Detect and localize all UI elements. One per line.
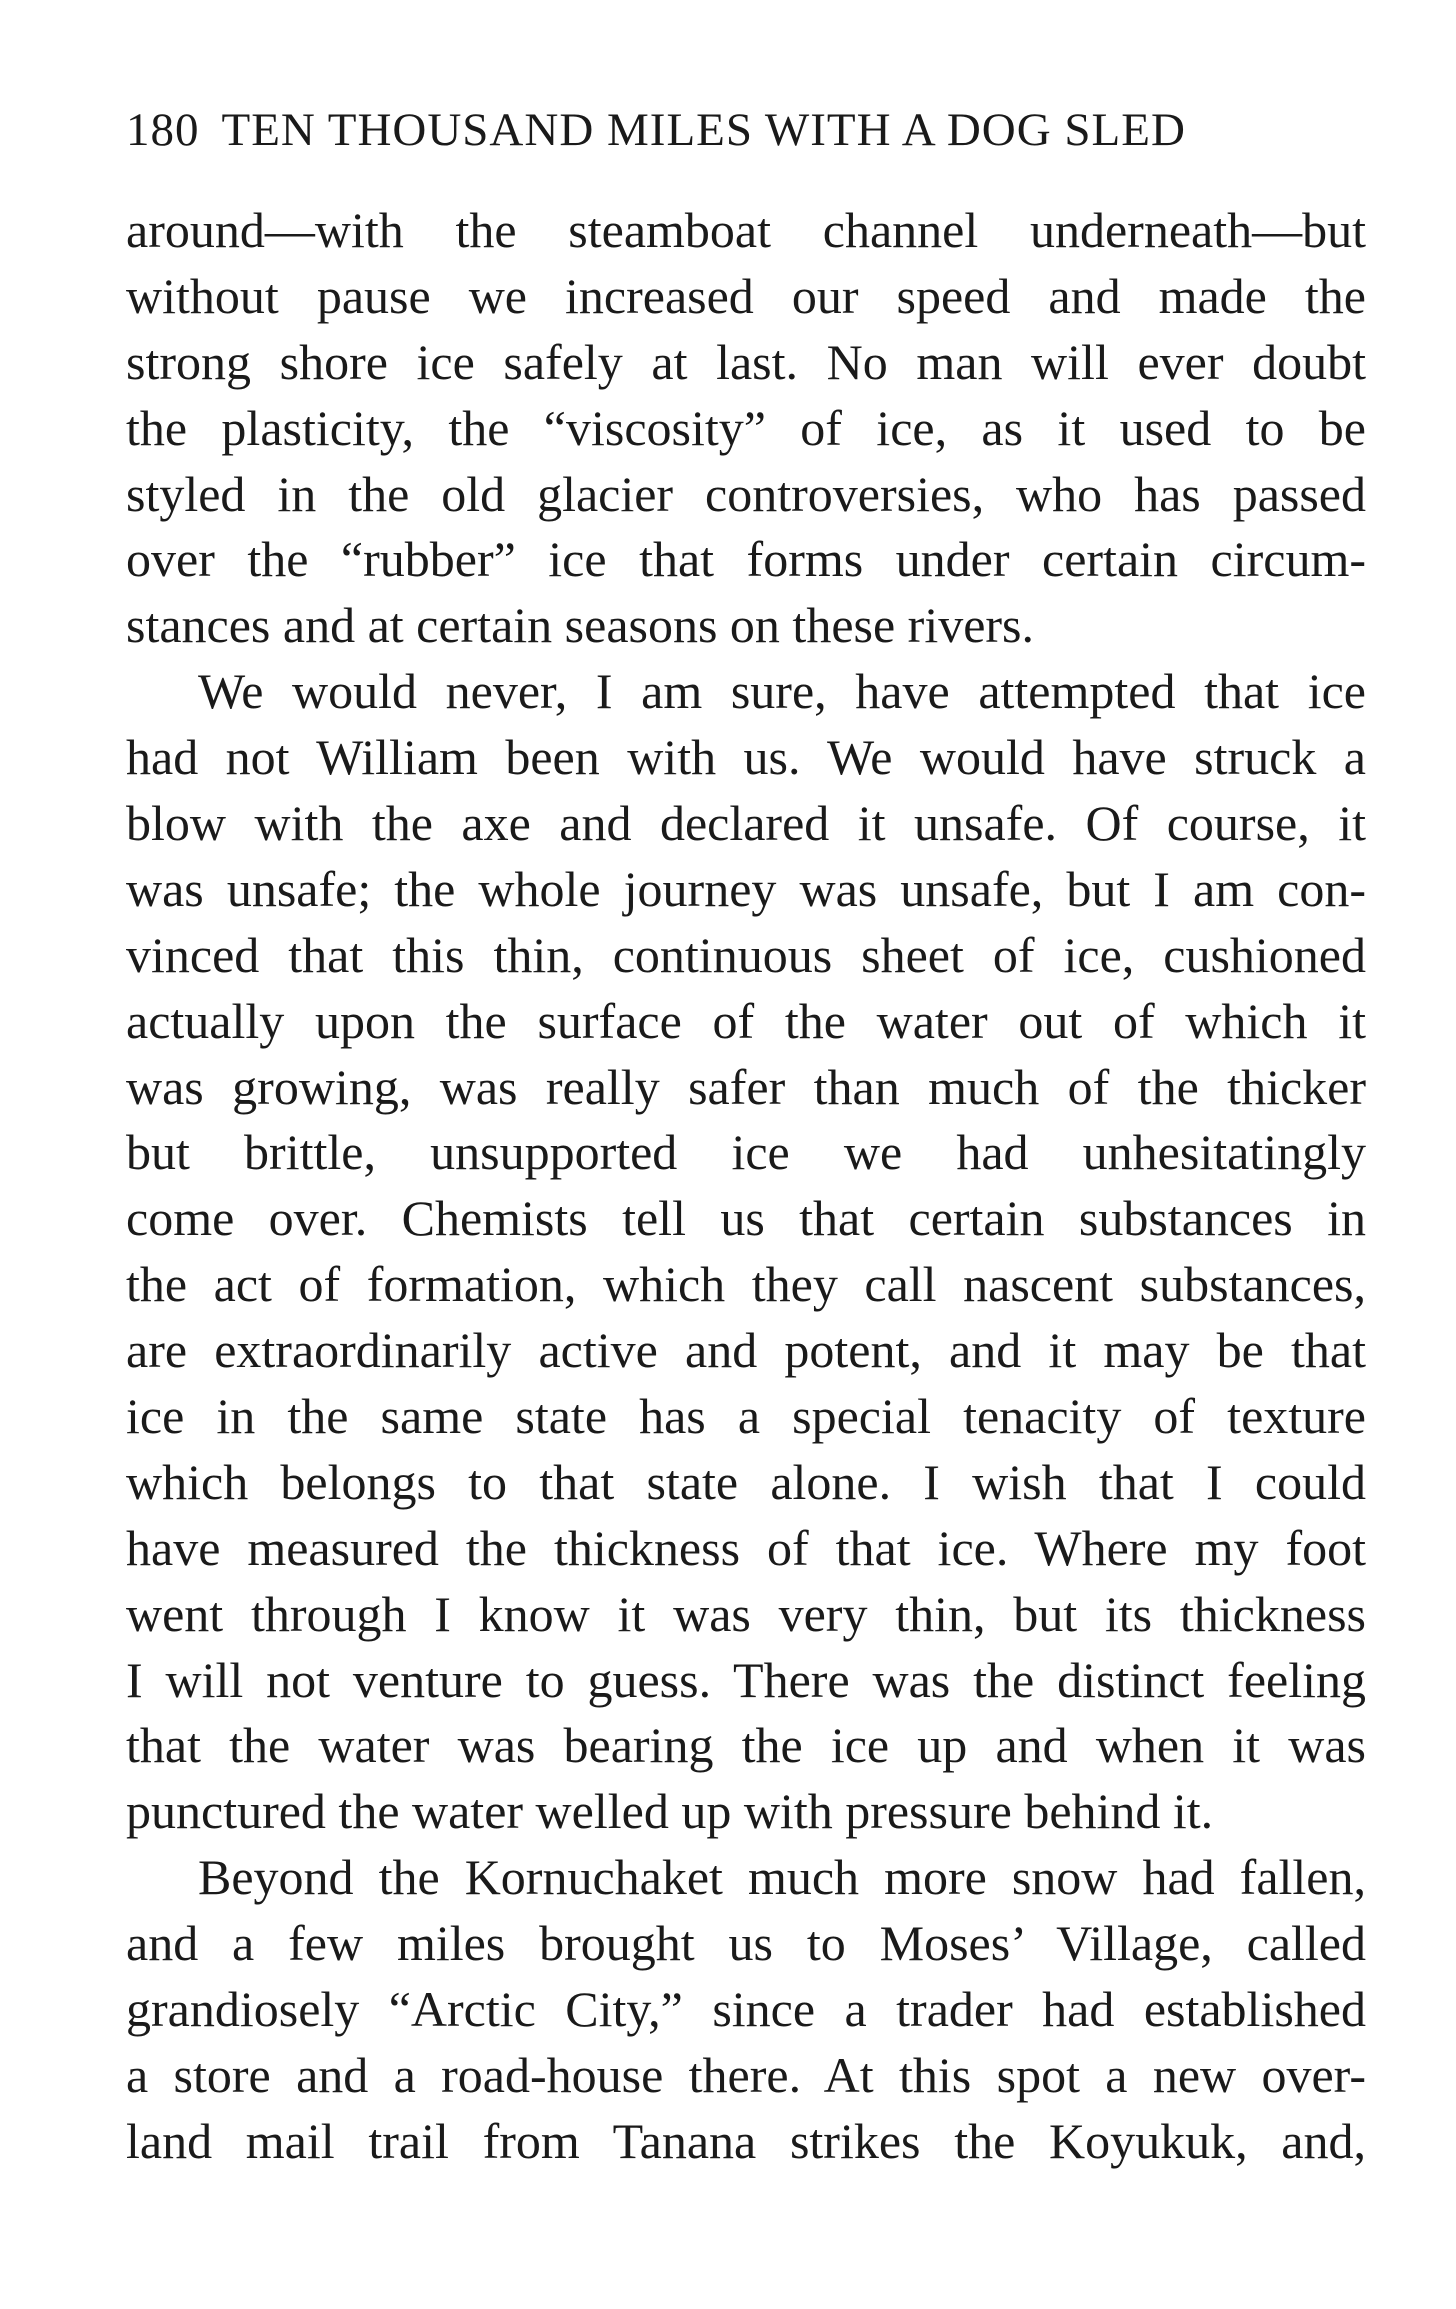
text-line: We would never, I am sure, have attempted that ice [198, 663, 1366, 720]
text-line: grandiosely “Arctic City,” since a trader had established [126, 1981, 1366, 2038]
text-line: come over. Chemists tell us that certain substances in [126, 1190, 1366, 1247]
text-line: the act of formation, which they call nascent substances, [126, 1256, 1366, 1313]
text-line: have measured the thickness of that ice. Where my foot [126, 1519, 1366, 1576]
text-line: over the “rubber” ice that forms under certain circum- [126, 531, 1366, 588]
paragraph-3 [126, 1845, 1366, 2174]
text-line: had not William been with us. We would have struck a [126, 729, 1366, 786]
text-line: punctured the water welled up with pressure behind it. [126, 1783, 1214, 1840]
text-line: a store and a road-house there. At this spot a new over- [126, 2046, 1366, 2103]
text-line: without pause we increased our speed and made the [126, 267, 1366, 324]
text-line: ice in the same state has a special tenacity of texture [126, 1388, 1366, 1445]
text-line: was growing, was really safer than much of the thicker [126, 1058, 1366, 1115]
text-line: the plasticity, the “viscosity” of ice, as it used to be [126, 399, 1366, 456]
body-text [126, 198, 1366, 2175]
text-line: Beyond the Kornuchaket much more snow had fallen, [198, 1849, 1366, 1906]
text-line: and a few miles brought us to Moses’ Village, called [126, 1915, 1366, 1972]
text-line: strong shore ice safely at last. No man will ever doubt [126, 333, 1366, 390]
text-line: actually upon the surface of the water out of which it [126, 992, 1366, 1049]
text-line: vinced that this thin, continuous sheet of ice, cushioned [126, 926, 1366, 983]
text-line: stances and at certain seasons on these rivers. [126, 597, 1035, 654]
text-line: was unsafe; the whole journey was unsafe, but I am con- [126, 860, 1366, 917]
text-line: I will not venture to guess. There was the distinct feeling [126, 1651, 1366, 1708]
text-line: land mail trail from Tanana strikes the Koyukuk, and, [126, 2112, 1366, 2169]
paragraph-1 [126, 198, 1366, 659]
text-line: but brittle, unsupported ice we had unhesitatingly [126, 1124, 1366, 1181]
running-title: TEN THOUSAND MILES WITH A DOG SLED [221, 104, 1186, 156]
page-number: 180 [126, 104, 200, 156]
paragraph-2 [126, 659, 1366, 1845]
text-line: which belongs to that state alone. I wish that I could [126, 1453, 1366, 1510]
text-line: around—with the steamboat channel underneath—but [126, 202, 1366, 258]
text-line: went through I know it was very thin, but its thickness [126, 1585, 1366, 1642]
running-head [126, 98, 1366, 162]
text-line: styled in the old glacier controversies, who has passed [126, 465, 1366, 522]
text-line: that the water was bearing the ice up and when it was [126, 1717, 1366, 1774]
text-line: are extraordinarily active and potent, and it may be that [126, 1322, 1366, 1379]
text-line: blow with the axe and declared it unsafe. Of course, it [126, 795, 1366, 852]
